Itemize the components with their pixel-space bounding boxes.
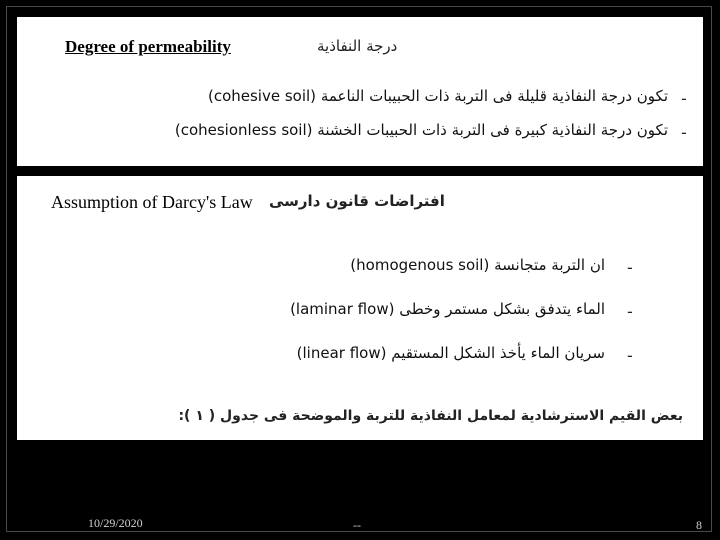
cohesionless-soil-line bbox=[175, 121, 668, 139]
linear-flow-ar: سريان الماء يأخذ الشكل المستقيم bbox=[391, 344, 605, 362]
permeability-table-note: بعض القيم الاسترشادية لمعامل النفاذية للتربة والموضحة فى جدول ( ١ ): bbox=[178, 408, 683, 424]
cohesionless-soil-bullet: - bbox=[681, 123, 687, 142]
laminar-flow-bullet: - bbox=[627, 302, 633, 321]
homogenous-soil-bullet: - bbox=[627, 258, 633, 277]
permeability-panel bbox=[17, 17, 703, 166]
permeability-heading: Degree of permeability bbox=[65, 37, 231, 56]
laminar-flow-en: (laminar flow) bbox=[290, 300, 395, 318]
cohesive-soil-en: (cohesive soil) bbox=[207, 87, 317, 105]
cohesive-soil-bullet: - bbox=[681, 89, 687, 108]
darcy-heading-arabic: افتراضات قانون دارسى bbox=[269, 192, 445, 210]
cohesive-soil-line bbox=[208, 87, 668, 105]
darcy-heading: Assumption of Darcy's Law bbox=[51, 192, 253, 212]
permeability-heading-arabic: درجة النفاذية bbox=[317, 37, 398, 55]
cohesive-soil-ar: تكون درجة النفاذية قليلة فى التربة ذات الحبيبات الناعمة bbox=[320, 87, 668, 105]
laminar-flow-line bbox=[290, 300, 605, 318]
homogenous-soil-ar: ان التربة متجانسة bbox=[494, 256, 605, 274]
cohesionless-soil-en: (cohesionless soil) bbox=[174, 121, 313, 139]
cohesionless-soil-ar: تكون درجة النفاذية كبيرة فى التربة ذات الحبيبات الخشنة bbox=[317, 121, 668, 139]
laminar-flow-ar: الماء يتدفق بشكل مستمر وخطى bbox=[399, 300, 605, 318]
page-number: 8 bbox=[696, 518, 702, 532]
linear-flow-bullet: - bbox=[627, 346, 633, 365]
darcy-panel bbox=[17, 176, 703, 440]
footer-center: -- bbox=[353, 518, 361, 532]
footer-date: 10/29/2020 bbox=[88, 516, 143, 530]
homogenous-soil-en: (homogenous soil) bbox=[350, 256, 490, 274]
linear-flow-line bbox=[297, 344, 605, 362]
homogenous-soil-line bbox=[350, 256, 605, 274]
linear-flow-en: (linear flow) bbox=[296, 344, 387, 362]
